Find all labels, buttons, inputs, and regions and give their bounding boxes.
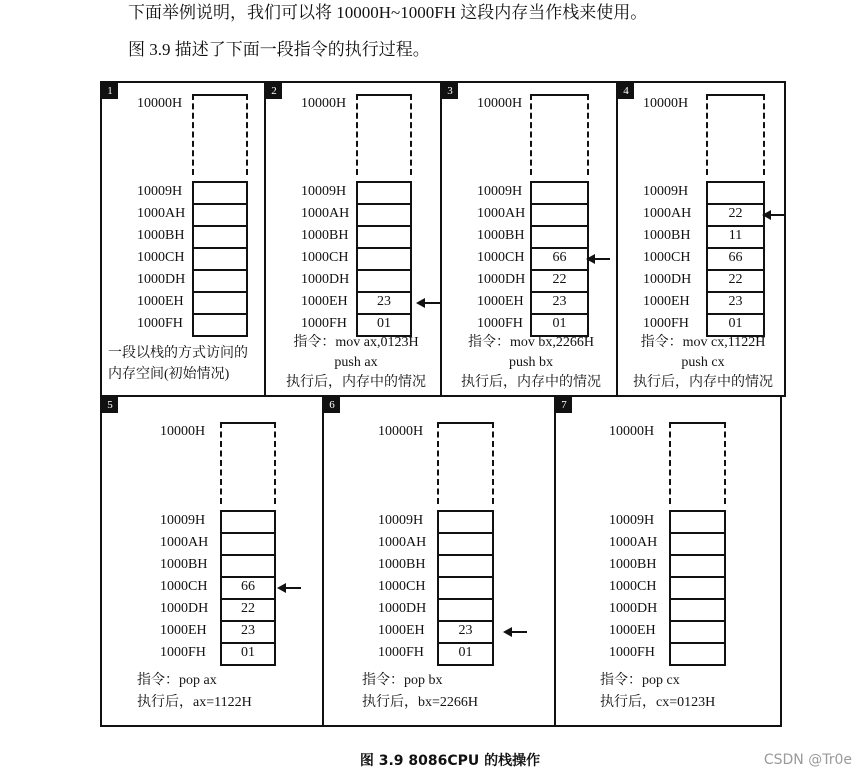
memory-cell	[706, 181, 765, 205]
stack-dashed-side	[410, 94, 412, 175]
memory-cell: 22	[220, 598, 276, 622]
panel-number: 1	[102, 83, 118, 99]
memory-cell	[220, 532, 276, 556]
panel-description: push cx	[681, 355, 725, 370]
address-label: 1000BH	[160, 557, 208, 572]
memory-cell	[356, 181, 412, 205]
address-label: 10009H	[137, 184, 183, 199]
panel-description: 指令：pop ax	[137, 673, 217, 688]
address-label: 1000FH	[137, 316, 183, 331]
address-label: 1000FH	[477, 316, 523, 331]
arrow-shaft	[285, 587, 301, 589]
panel-number: 5	[102, 397, 118, 413]
panel-description: 执行后，内存中的情况	[633, 375, 773, 390]
memory-cell	[669, 642, 726, 666]
address-label: 1000BH	[301, 228, 349, 243]
memory-cell	[530, 203, 589, 227]
address-label: 10000H	[301, 96, 347, 111]
memory-cell: 11	[706, 225, 765, 249]
stack-dashed-side	[530, 94, 532, 175]
stack-top-edge	[706, 94, 763, 96]
address-label: 1000FH	[301, 316, 347, 331]
address-label: 1000BH	[609, 557, 657, 572]
memory-cell: 66	[220, 576, 276, 600]
address-label: 10000H	[477, 96, 523, 111]
memory-cell	[530, 181, 589, 205]
memory-cell	[356, 203, 412, 227]
sp-arrow-icon	[503, 627, 527, 637]
panel-number: 6	[324, 397, 340, 413]
address-label: 1000BH	[378, 557, 426, 572]
panel-description: push ax	[334, 355, 378, 370]
address-label: 1000CH	[137, 250, 185, 265]
stack-dashed-side	[492, 422, 494, 504]
stack-top-edge	[192, 94, 246, 96]
memory-cell: 66	[530, 247, 589, 271]
address-label: 1000DH	[378, 601, 427, 616]
panel-description: 执行后，内存中的情况	[461, 375, 601, 390]
address-label: 1000BH	[137, 228, 185, 243]
watermark: CSDN @Tr0e	[763, 752, 852, 768]
address-label: 10009H	[378, 513, 424, 528]
arrow-shaft	[511, 631, 527, 633]
panel-description: 指令：mov ax,0123H	[293, 335, 419, 350]
sp-arrow-icon	[586, 254, 610, 264]
memory-cell	[669, 532, 726, 556]
address-label: 1000DH	[160, 601, 209, 616]
address-label: 1000DH	[609, 601, 658, 616]
stack-dashed-side	[274, 422, 276, 504]
address-label: 1000AH	[643, 206, 692, 221]
memory-cell: 01	[530, 313, 589, 337]
address-label: 1000FH	[643, 316, 689, 331]
memory-cell	[192, 269, 248, 293]
stack-top-edge	[669, 422, 724, 424]
panel-description: 执行后，bx=2266H	[362, 695, 479, 710]
stack-dashed-side	[246, 94, 248, 175]
address-label: 10009H	[477, 184, 523, 199]
panel-description: 一段以栈的方式访问的	[108, 346, 248, 361]
address-label: 1000AH	[160, 535, 209, 550]
address-label: 10000H	[160, 424, 206, 439]
memory-cell	[669, 620, 726, 644]
address-label: 1000DH	[137, 272, 186, 287]
memory-cell: 66	[706, 247, 765, 271]
memory-cell	[192, 313, 248, 337]
sp-arrow-icon	[762, 210, 786, 220]
memory-cell	[669, 510, 726, 534]
memory-cell: 23	[437, 620, 494, 644]
intro-line-1: 下面举例说明，我们可以将 10000H~1000FH 这段内存当作栈来使用。	[128, 3, 648, 22]
address-label: 1000CH	[301, 250, 349, 265]
stack-dashed-side	[669, 422, 671, 504]
address-label: 1000DH	[477, 272, 526, 287]
panel-description: push bx	[509, 355, 553, 370]
address-label: 1000EH	[137, 294, 184, 309]
memory-cell	[192, 203, 248, 227]
memory-cell	[437, 532, 494, 556]
memory-cell	[220, 510, 276, 534]
address-label: 10009H	[160, 513, 206, 528]
address-label: 1000FH	[160, 645, 206, 660]
address-label: 10000H	[137, 96, 183, 111]
memory-cell	[356, 269, 412, 293]
address-label: 1000BH	[643, 228, 691, 243]
panel-number: 7	[556, 397, 572, 413]
panel-description: 执行后，cx=0123H	[600, 695, 716, 710]
stack-dashed-side	[437, 422, 439, 504]
address-label: 1000EH	[160, 623, 207, 638]
address-label: 10009H	[609, 513, 655, 528]
panel-number: 3	[442, 83, 458, 99]
address-label: 1000EH	[477, 294, 524, 309]
figure-caption: 图 3.9 8086CPU 的栈操作	[359, 753, 541, 769]
memory-cell	[437, 554, 494, 578]
memory-cell: 23	[706, 291, 765, 315]
address-label: 10000H	[609, 424, 655, 439]
stack-top-edge	[437, 422, 492, 424]
memory-cell: 23	[530, 291, 589, 315]
intro-line-2: 图 3.9 描述了下面一段指令的执行过程。	[128, 40, 430, 59]
memory-cell	[530, 225, 589, 249]
memory-cell	[437, 510, 494, 534]
memory-cell	[669, 576, 726, 600]
stack-dashed-side	[763, 94, 765, 175]
memory-cell	[192, 247, 248, 271]
memory-cell	[669, 598, 726, 622]
address-label: 1000BH	[477, 228, 525, 243]
arrow-shaft	[424, 302, 440, 304]
address-label: 1000DH	[301, 272, 350, 287]
memory-cell: 23	[356, 291, 412, 315]
memory-cell	[192, 291, 248, 315]
address-label: 1000EH	[301, 294, 348, 309]
stack-dashed-side	[587, 94, 589, 175]
sp-arrow-icon	[277, 583, 301, 593]
memory-cell	[192, 225, 248, 249]
panel-description: 指令：pop bx	[362, 673, 443, 688]
stack-dashed-side	[724, 422, 726, 504]
memory-cell	[192, 181, 248, 205]
address-label: 1000AH	[378, 535, 427, 550]
memory-cell: 23	[220, 620, 276, 644]
stack-top-edge	[220, 422, 274, 424]
memory-cell: 22	[530, 269, 589, 293]
address-label: 1000EH	[378, 623, 425, 638]
memory-cell: 01	[356, 313, 412, 337]
arrow-shaft	[594, 258, 610, 260]
address-label: 1000CH	[643, 250, 691, 265]
memory-cell	[220, 554, 276, 578]
panel-description: 内存空间(初始情况)	[108, 367, 230, 382]
address-label: 1000FH	[609, 645, 655, 660]
memory-cell: 01	[437, 642, 494, 666]
arrow-shaft	[770, 214, 786, 216]
address-label: 10009H	[301, 184, 347, 199]
address-label: 10009H	[643, 184, 689, 199]
stack-dashed-side	[192, 94, 194, 175]
address-label: 1000CH	[477, 250, 525, 265]
address-label: 1000AH	[477, 206, 526, 221]
address-label: 10000H	[378, 424, 424, 439]
memory-cell: 22	[706, 203, 765, 227]
address-label: 1000EH	[609, 623, 656, 638]
panel-description: 指令：mov cx,1122H	[640, 335, 766, 350]
address-label: 1000CH	[609, 579, 657, 594]
address-label: 1000CH	[160, 579, 208, 594]
stack-dashed-side	[220, 422, 222, 504]
address-label: 1000AH	[137, 206, 186, 221]
stack-dashed-side	[706, 94, 708, 175]
panel-number: 2	[266, 83, 282, 99]
memory-cell: 22	[706, 269, 765, 293]
panel-number: 4	[618, 83, 634, 99]
address-label: 10000H	[643, 96, 689, 111]
panel-description: 执行后，内存中的情况	[286, 375, 426, 390]
sp-arrow-icon	[416, 298, 440, 308]
memory-cell	[437, 576, 494, 600]
panel-description: 指令：pop cx	[600, 673, 680, 688]
memory-cell: 01	[706, 313, 765, 337]
address-label: 1000DH	[643, 272, 692, 287]
memory-cell	[356, 225, 412, 249]
memory-cell	[669, 554, 726, 578]
address-label: 1000CH	[378, 579, 426, 594]
panel-description: 指令：mov bx,2266H	[468, 335, 594, 350]
stack-top-edge	[356, 94, 410, 96]
memory-cell: 01	[220, 642, 276, 666]
address-label: 1000EH	[643, 294, 690, 309]
panel-description: 执行后，ax=1122H	[137, 695, 252, 710]
memory-cell	[437, 598, 494, 622]
memory-cell	[356, 247, 412, 271]
address-label: 1000AH	[301, 206, 350, 221]
address-label: 1000FH	[378, 645, 424, 660]
stack-top-edge	[530, 94, 587, 96]
address-label: 1000AH	[609, 535, 658, 550]
stack-dashed-side	[356, 94, 358, 175]
